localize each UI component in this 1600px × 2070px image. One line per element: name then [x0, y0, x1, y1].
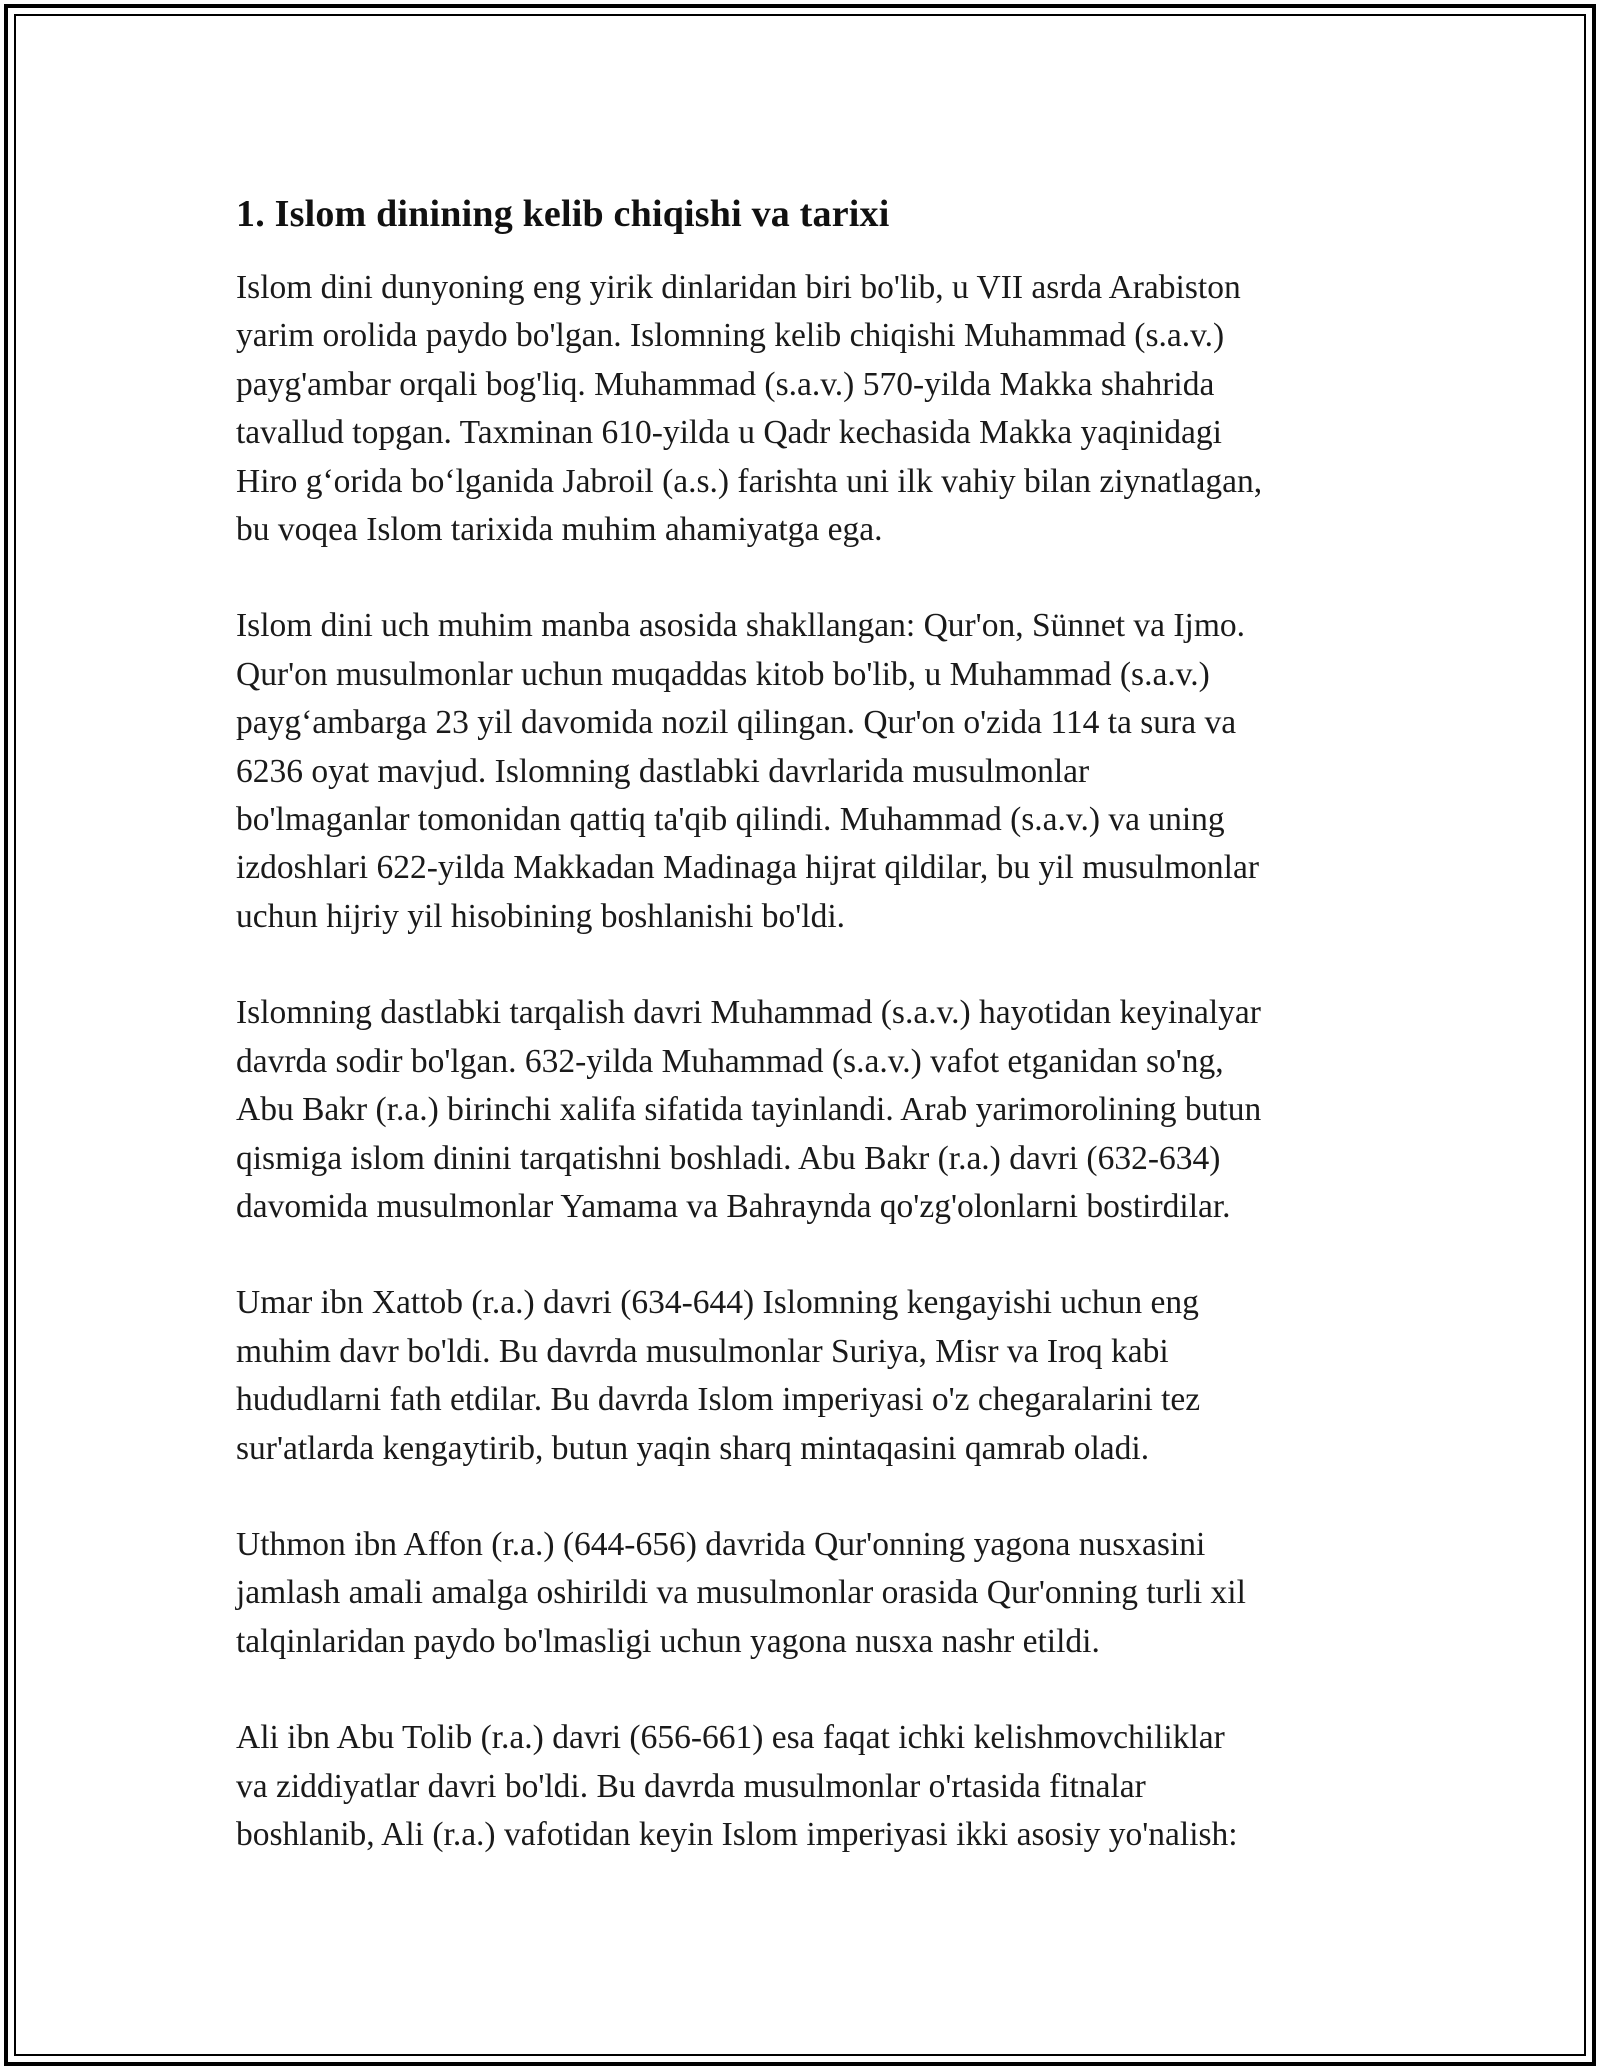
text-line: izdoshlari 622-yilda Makkadan Madinaga hijrat qildilar, bu yil musulmonlar — [236, 849, 1259, 887]
text-line: davrda sodir bo'lgan. 632-yilda Muhammad (s.a.v.) vafot etganidan so'ng, — [236, 1042, 1224, 1080]
text-line: talqinlaridan paydo bo'lmasligi uchun yagona nusxa nashr etildi. — [236, 1622, 1100, 1660]
text-line: Abu Bakr (r.a.) birinchi xalifa sifatida tayinlandi. Arab yarimorolining butun — [236, 1091, 1262, 1129]
paragraph-uthmon — [236, 1521, 1366, 1666]
section-heading: 1. Islom dinining kelib chiqishi va tarixi — [236, 193, 890, 235]
paragraph-origins — [236, 264, 1366, 554]
text-line: Qur'on musulmonlar uchun muqaddas kitob bo'lib, u Muhammad (s.a.v.) — [236, 655, 1210, 693]
text-line: Uthmon ibn Affon (r.a.) (644-656) davrida Qur'onning yagona nusxasini — [236, 1525, 1206, 1563]
text-line: Islomning dastlabki tarqalish davri Muhammad (s.a.v.) hayotidan keyinalyar — [236, 994, 1261, 1032]
text-line: qismiga islom dinini tarqatishni boshladi. Abu Bakr (r.a.) davri (632-634) — [236, 1139, 1221, 1177]
text-line: bu voqea Islom tarixida muhim ahamiyatga ega. — [236, 511, 883, 549]
text-line: Islom dini uch muhim manba asosida shakllangan: Qur'on, Sünnet va Ijmo. — [236, 607, 1246, 645]
paragraph-umar — [236, 1279, 1366, 1473]
text-line: sur'atlarda kengaytirib, butun yaqin sharq mintaqasini qamrab oladi. — [236, 1429, 1150, 1467]
text-line: uchun hijriy yil hisobining boshlanishi bo'ldi. — [236, 897, 846, 935]
text-line: muhim davr bo'ldi. Bu davrda musulmonlar Suriya, Misr va Iroq kabi — [236, 1332, 1169, 1370]
text-line: tavallud topgan. Taxminan 610-yilda u Qadr kechasida Makka yaqinidagi — [236, 414, 1222, 452]
text-line: va ziddiyatlar davri bo'ldi. Bu davrda musulmonlar o'rtasida fitnalar — [236, 1767, 1146, 1805]
text-line: payg‘ambarga 23 yil davomida nozil qilingan. Qur'on o'zida 114 ta sura va — [236, 704, 1237, 742]
paragraph-sources — [236, 602, 1366, 941]
text-line: boshlanib, Ali (r.a.) vafotidan keyin Islom imperiyasi ikki asosiy yo'nalish: — [236, 1815, 1238, 1853]
text-line: hududlarni fath etdilar. Bu davrda Islom imperiyasi o'z chegaralarini tez — [236, 1381, 1201, 1419]
text-line: jamlash amali amalga oshirildi va musulmonlar orasida Qur'onning turli xil — [236, 1574, 1246, 1612]
text-line: Islom dini dunyoning eng yirik dinlaridan biri bo'lib, u VII asrda Arabiston — [236, 269, 1241, 306]
text-line: yarim orolida paydo bo'lgan. Islomning kelib chiqishi Muhammad (s.a.v.) — [236, 317, 1225, 355]
text-line: davomida musulmonlar Yamama va Bahraynda qo'zg'olonlarni bostirdilar. — [236, 1187, 1231, 1225]
text-line: Umar ibn Xattob (r.a.) davri (634-644) Islomning kengayishi uchun eng — [236, 1284, 1199, 1322]
text-line: bo'lmaganlar tomonidan qattiq ta'qib qilindi. Muhammad (s.a.v.) va uning — [236, 801, 1225, 839]
text-line: 6236 oyat mavjud. Islomning dastlabki davrlarida musulmonlar — [236, 752, 1090, 790]
text-line: payg'ambar orqali bog'liq. Muhammad (s.a.v.) 570-yilda Makka shahrida — [236, 365, 1215, 403]
text-line: Hiro g‘orida bo‘lganida Jabroil (a.s.) farishta uni ilk vahiy bilan ziynatlagan, — [236, 462, 1263, 500]
document-body — [236, 190, 1366, 1907]
paragraph-early-spread — [236, 989, 1366, 1231]
paragraph-ali — [236, 1714, 1366, 1859]
text-line: Ali ibn Abu Tolib (r.a.) davri (656-661) esa faqat ichki kelishmovchiliklar — [236, 1719, 1225, 1757]
